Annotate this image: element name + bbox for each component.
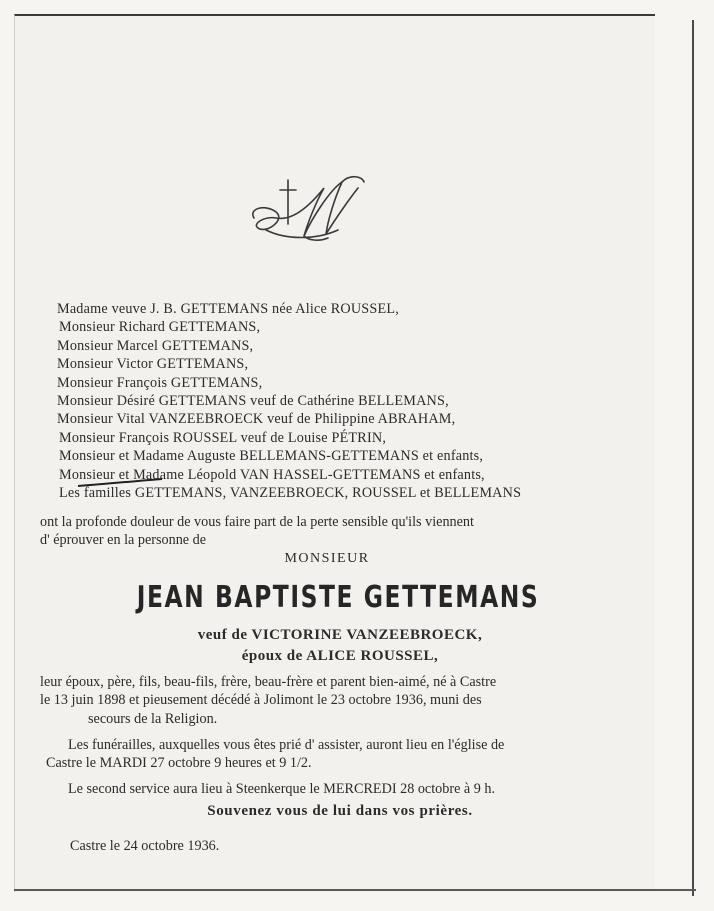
family-line: Monsieur Vital VANZEEBROECK veuf de Philippine ABRAHAM, [57,411,456,428]
card-right-edge [692,20,694,896]
family-list [57,300,657,502]
cross-monogram-icon [246,168,370,250]
second-service: Le second service aura lieu à Steenkerque le MERCREDI 28 octobre à 9 h. [68,781,496,797]
honorific: MONSIEUR [284,551,370,566]
biography-line: leur époux, père, fils, beau-fils, frère, beau-frère et parent bien-aimé, né à Castre [40,674,497,690]
family-line: Les familles GETTEMANS, VANZEEBROECK, ROUSSEL et BELLEMANS [59,485,522,502]
family-line: Monsieur Marcel GETTEMANS, [57,337,254,354]
pen-strikethrough [76,478,164,488]
remembrance-line: Souvenez vous de lui dans vos prières. [207,803,473,819]
announcement-intro [40,513,640,550]
funeral-line: Castre le MARDI 27 octobre 9 heures et 9 1/2. [46,755,312,772]
family-line: Monsieur François ROUSSEL veuf de Louise PÉTRIN, [59,429,387,446]
funeral-line: Les funérailles, auxquelles vous êtes prié d' assister, auront lieu en l'église de [68,737,505,753]
family-line: Monsieur Richard GETTEMANS, [59,319,261,336]
family-line: Monsieur Désiré GETTEMANS veuf de Cathérine BELLEMANS, [57,393,449,410]
intro-line: d' éprouver en la personne de [40,532,207,549]
family-line: Monsieur et Madame Léopold VAN HASSEL-GETTEMANS et enfants, [59,466,485,483]
place-date: Castre le 24 octobre 1936. [70,838,220,854]
biography-line: secours de la Religion. [88,710,218,727]
biography-line: le 13 juin 1898 et pieusement décédé à Jolimont le 23 octobre 1936, muni des [40,692,482,709]
deceased-name: JEAN BAPTISTE GETTEMANS [136,580,540,615]
widower-line: veuf de VICTORINE VANZEEBROECK, [197,627,483,643]
intro-line: ont la profonde douleur de vous faire part de la perte sensible qu'ils viennent [40,514,474,530]
biography [40,673,642,728]
family-line: Monsieur François GETTEMANS, [57,374,263,391]
funeral-details [40,736,642,773]
card-bottom-edge [14,889,696,891]
spouse-line: époux de ALICE ROUSSEL, [241,648,439,664]
family-line: Madame veuve J. B. GETTEMANS née Alice ROUSSEL, [57,301,399,317]
family-line: Monsieur et Madame Auguste BELLEMANS-GETTEMANS et enfants, [59,448,484,465]
family-line: Monsieur Victor GETTEMANS, [57,356,249,373]
